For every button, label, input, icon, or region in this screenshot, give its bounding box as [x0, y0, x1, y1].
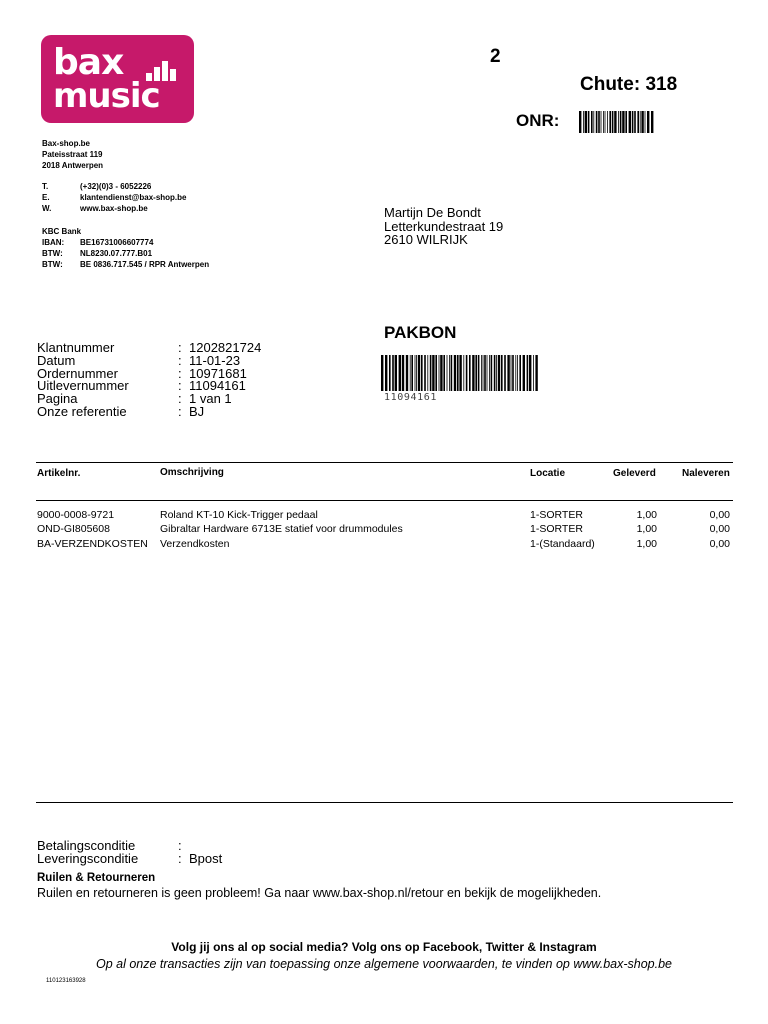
meta-value: 1202821724 [189, 340, 262, 355]
meta-label: Datum [37, 352, 76, 368]
barcode-bar [651, 111, 653, 133]
barcode-bar [507, 355, 509, 391]
table-header-rule [36, 500, 733, 501]
col-header-locatie: Locatie [530, 468, 566, 479]
iban-value: BE16731006607774 [80, 238, 154, 247]
barcode-bar [523, 355, 525, 391]
social-media-note: Volg jij ons al op social media? Volg ons op Facebook, Twitter & Instagram [171, 940, 597, 954]
meta-value: BJ [189, 403, 205, 419]
chute-label: Chute: [580, 74, 641, 95]
barcode-bar [443, 355, 445, 391]
levering-value: Bpost [189, 851, 223, 866]
barcode-bar [489, 355, 490, 391]
bank-row [42, 259, 209, 270]
pakbon-barcode [381, 355, 541, 391]
onr-label: ONR: [516, 111, 560, 130]
recipient-street: Letterkundestraat 19 [384, 218, 504, 234]
barcode-bar [634, 111, 636, 133]
barcode-bar [596, 111, 598, 133]
bank-row [42, 248, 209, 259]
cell-omschrijving: Gibraltar Hardware 6713E statief voor drummodules [160, 523, 403, 535]
barcode-bar [385, 355, 387, 391]
recipient-name: Martijn De Bondt [384, 205, 481, 220]
meta-label: Pagina [37, 391, 78, 407]
onr-barcode [579, 111, 655, 133]
logo-text-music: music [53, 76, 160, 116]
meta-value: 11094161 [189, 378, 246, 394]
barcode-bar [416, 355, 417, 391]
cell-naleveren: 0,00 [709, 523, 730, 535]
barcode-bar [451, 355, 453, 391]
barcode-bar [424, 355, 426, 391]
barcode-bar [418, 355, 420, 391]
barcode-bar [501, 355, 503, 391]
recipient-address [384, 206, 503, 247]
bank-name: KBC Bank [42, 227, 82, 236]
bank-key: BTW: [42, 249, 63, 258]
barcode-bar [533, 355, 534, 391]
meta-colon: : [178, 838, 182, 853]
barcode-bar [498, 355, 500, 391]
barcode-bar [622, 111, 624, 133]
contact-phone: (+32)(0)3 - 6052226 [80, 182, 152, 191]
table-top-rule [36, 462, 733, 463]
barcode-bar [618, 111, 619, 133]
cell-locatie: 1-(Standaard) [530, 538, 595, 550]
barcode-bar [435, 355, 437, 391]
btw-nl-value: NL8230.07.777.B01 [80, 249, 153, 258]
bank-key: IBAN: [42, 238, 65, 247]
barcode-bar [494, 355, 496, 391]
returns-text: Ruilen en retourneren is geen probleem! Ga naar www.bax-shop.nl/retour en bekijk de mogelijkheden. [37, 886, 602, 900]
barcode-bar [603, 111, 604, 133]
barcode-bar [629, 111, 631, 133]
company-contact [42, 181, 186, 214]
cell-geleverd: 1,00 [636, 523, 657, 535]
meta-colon: : [178, 365, 182, 381]
bank-row [42, 237, 209, 248]
conditions [37, 839, 222, 865]
barcode-bar [620, 111, 622, 133]
barcode-bar [598, 111, 600, 133]
barcode-bar [395, 355, 397, 391]
meta-label: Klantnummer [37, 340, 115, 355]
contact-row [42, 192, 186, 203]
barcode-bar [535, 355, 537, 391]
company-address [42, 138, 103, 171]
meta-colon: : [178, 851, 182, 866]
barcode-bar [457, 355, 459, 391]
barcode-bar [647, 111, 649, 133]
barcode-bar [402, 355, 404, 391]
barcode-bar [469, 355, 471, 391]
btw-be-value: BE 0836.717.545 / RPR Antwerpen [80, 260, 210, 269]
meta-value: 10971681 [189, 365, 247, 381]
barcode-bar [632, 111, 634, 133]
barcode-bar [585, 111, 587, 133]
barcode-bar [591, 111, 593, 133]
barcode-bar [475, 355, 477, 391]
barcode-bar [466, 355, 468, 391]
barcode-bar [612, 111, 614, 133]
barcode-bar [496, 355, 497, 391]
barcode-bar [517, 355, 518, 391]
table-bottom-rule [36, 802, 733, 803]
meta-value: 11-01-23 [189, 352, 241, 368]
contact-key: W. [42, 204, 52, 213]
barcode-bar [601, 111, 602, 133]
cell-naleveren: 0,00 [709, 509, 730, 521]
meta-label: Uitlevernummer [37, 378, 129, 394]
barcode-bar [478, 355, 480, 391]
barcode-bar [381, 355, 383, 391]
barcode-bar [430, 355, 432, 391]
returns-title: Ruilen & Retourneren [37, 872, 156, 884]
barcode-bar [645, 111, 646, 133]
company-bank [42, 226, 209, 270]
col-header-geleverd: Geleverd [613, 468, 656, 479]
contact-row [42, 203, 186, 214]
barcode-bar [614, 111, 616, 133]
company-name: Bax-shop.be [42, 139, 91, 148]
cell-omschrijving: Verzendkosten [160, 538, 230, 550]
cell-artikel: 9000-0008-9721 [37, 509, 115, 521]
meta-colon: : [178, 391, 182, 407]
cell-artikel: OND-GI805608 [37, 523, 110, 535]
barcode-bar [389, 355, 391, 391]
barcode-bar [529, 355, 531, 391]
cell-naleveren: 0,00 [709, 538, 730, 550]
cell-geleverd: 1,00 [636, 509, 657, 521]
page-number: 2 [490, 46, 501, 67]
barcode-bar [459, 355, 461, 391]
condition-row [37, 852, 222, 865]
chute-value: 318 [645, 74, 678, 95]
barcode-bar [605, 111, 606, 133]
col-header-naleveren: Naleveren [682, 468, 730, 479]
barcode-bar [511, 355, 512, 391]
barcode-bar [399, 355, 401, 391]
contact-email: klantendienst@bax-shop.be [80, 193, 187, 202]
barcode-bar [593, 111, 594, 133]
barcode-bar [637, 111, 639, 133]
meta-colon: : [178, 378, 182, 394]
barcode-bar [625, 111, 627, 133]
meta-colon: : [178, 403, 182, 419]
barcode-bar [440, 355, 442, 391]
meta-colon: : [178, 340, 182, 355]
barcode-bar [641, 111, 643, 133]
recipient-city: 2610 WILRIJK [384, 232, 468, 247]
barcode-bar [410, 355, 411, 391]
barcode-bar [454, 355, 456, 391]
barcode-bar [449, 355, 450, 391]
barcode-bar [487, 355, 488, 391]
barcode-bar [415, 355, 416, 391]
barcode-bar [607, 111, 608, 133]
barcode-bar [406, 355, 408, 391]
barcode-bar [421, 355, 423, 391]
barcode-bar [515, 355, 516, 391]
barcode-bar [583, 111, 584, 133]
barcode-bar [392, 355, 394, 391]
order-meta [37, 342, 261, 419]
barcode-number: 11094161 [384, 392, 437, 403]
company-street: Pateisstraat 119 [42, 150, 103, 159]
barcode-bar [483, 355, 484, 391]
col-header-omschrijving: Omschrijving [160, 467, 224, 478]
barcode-bar [447, 355, 448, 391]
barcode-bar [463, 355, 464, 391]
contact-key: T. [42, 182, 49, 191]
barcode-bar [481, 355, 482, 391]
barcode-bar [472, 355, 474, 391]
cell-artikel: BA-VERZENDKOSTEN [37, 538, 148, 550]
barcode-bar [491, 355, 493, 391]
barcode-bar [504, 355, 506, 391]
chute [580, 74, 677, 96]
levering-label: Leveringsconditie [37, 851, 139, 866]
cell-omschrijving: Roland KT-10 Kick-Trigger pedaal [160, 509, 318, 521]
betaling-label: Betalingsconditie [37, 838, 136, 853]
col-header-artikel: Artikelnr. [37, 468, 81, 479]
barcode-bar [432, 355, 434, 391]
meta-value: 1 van 1 [189, 391, 232, 407]
document-title: PAKBON [384, 323, 457, 342]
meta-label: Ordernummer [37, 365, 118, 381]
terms-note: Op al onze transacties zijn van toepassing onze algemene voorwaarden, te vinden op www.bax-shop.be [95, 957, 673, 971]
barcode-bar [427, 355, 428, 391]
contact-website: www.bax-shop.be [80, 204, 148, 213]
cell-locatie: 1-SORTER [530, 509, 583, 521]
logo-text-bax: bax [53, 42, 124, 83]
company-city: 2018 Antwerpen [42, 161, 104, 170]
barcode-bar [527, 355, 529, 391]
barcode-bar [588, 111, 590, 133]
barcode-bar [519, 355, 521, 391]
barcode-bar [411, 355, 413, 391]
contact-key: E. [42, 193, 50, 202]
barcode-bar [579, 111, 581, 133]
meta-row [37, 403, 261, 419]
meta-label: Onze referentie [37, 403, 127, 419]
barcode-bar [484, 355, 486, 391]
cell-geleverd: 1,00 [636, 538, 657, 550]
contact-row [42, 181, 186, 192]
meta-colon: : [178, 352, 182, 368]
barcode-bar [512, 355, 514, 391]
barcode-bar [609, 111, 611, 133]
barcode-bar [439, 355, 440, 391]
document-code: 110123163928 [46, 978, 86, 984]
cell-locatie: 1-SORTER [530, 523, 583, 535]
barcode-bar [640, 111, 641, 133]
bank-key: BTW: [42, 260, 63, 269]
bax-music-logo [41, 35, 194, 123]
